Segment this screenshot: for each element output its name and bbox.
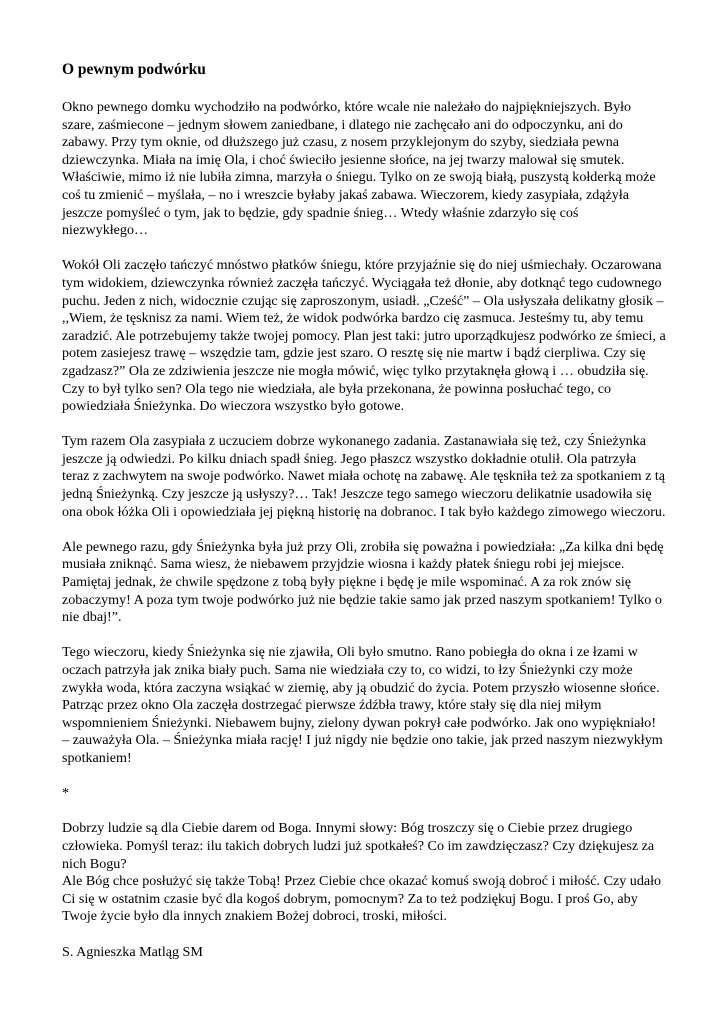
paragraph-4: Tym razem Ola zasypiała z uczuciem dobrze wykonanego zadania. Zastanawiała się też, czy Śnieżynka jeszcze ją odwiedzi. Po kilku dniach spadł śnieg. Jego płaszcz wszystko dokładnie otulił. Ola patrzyła teraz z zachwytem na swoje podwórko. Nawet miała ochotę na zabawę. Ale tęskniła też za spotkaniem z tą jedną Śnieżynką. Czy jeszcze ją usłyszy?… Tak! Jeszcze tego samego wieczoru delikatnie usadowiła się ona obok łóżka Oli i opowiedziała jej piękną historię na dobranoc. I tak było każdego zimowego wieczoru. — [62, 433, 666, 520]
author-signature: S. Agnieszka Matląg SM — [62, 943, 203, 960]
paragraph-6: Tego wieczoru, kiedy Śnieżynka się nie zjawiła, Oli było smutno. Rano pobiegła do okna i ze łzami w oczach patrzyła jak znika biały puch. Sama nie wiedziała czy to, co widzi, to łzy Śnieżynki czy może zwykła woda, która zaczyna wsiąkać w ziemię, aby ją obudzić do życia. Potem przyszło wiosenne słońce. Patrząc przez okno Ola zaczęła dostrzegać pierwsze źdźbła trawy, które stały się dla niej miłym wspomnieniem Śnieżynki. Niebawem bujny, zielony dywan pokrył całe podwórko. Jak ono wypiękniało! – zauważyła Ola. – Śnieżynka miała rację! I już nigdy nie będzie ono takie, jak przed naszym niezwykłym spotkaniem! — [62, 644, 663, 766]
paragraph-3: Czy to był tylko sen? Ola tego nie wiedziała, ale była przekonana, że powinna posłuchać tego, co powiedziała Śnieżynka. Do wieczora wszystko było gotowe. — [62, 380, 612, 415]
paragraph-8: Ale Bóg chce posłużyć się także Tobą! Przez Ciebie chce okazać komuś swoją dobroć i miłość. Czy udało Ci się w ostatnim czasie być dla kogoś dobrym, pomocnym? Za to też podziękuj Bogu. I proś Go, aby Twoje życie było dla innych znakiem Bożej dobroci, troski, miłości. — [62, 873, 662, 925]
document-title: O pewnym podwórku — [62, 61, 206, 78]
paragraph-5: Ale pewnego razu, gdy Śnieżynka była już przy Oli, zrobiła się poważna i powiedziała: „Za kilka dni będę musiała zniknąć. Sama wiesz, że niebawem przyjdzie wiosna i każdy płatek śniegu robi jej miejsce. Pamiętaj jednak, że chwile spędzone z tobą były piękne i będę je mile wspominać. A za rok znów się zobaczymy! A poza tym twoje podwórko już nie będzie takie samo jak przed naszym spotkaniem! Tylko o nie dbaj!”. — [62, 538, 664, 626]
section-separator: * — [62, 785, 70, 802]
paragraph-1: Okno pewnego domku wychodziło na podwórko, które wcale nie należało do najpiękniejszych. Było szare, zaśmiecone – jednym słowem zaniedbane, i dlatego nie zachęcało ani do odpoczynku, ani do zabawy. Przy tym oknie, od dłuższego już czasu, z nosem przyklejonym do szyby, siedziała pewna dziewczynka. Miała na imię Ola, i choć świeciło jesienne słońce, na jej twarzy malował się smutek. Właściwie, mimo iż nie lubiła zimna, marzyła o śniegu. Tylko on ze swoją białą, puszystą kołderką może coś tu zmienić – myślała, – no i wreszcie byłaby jakaś zabawa. Wieczorem, kiedy zasypiała, zdążyła jeszcze pomyśleć o tym, jak to będzie, gdy spadnie śnieg… Wtedy właśnie zdarzyło się coś niezwykłego… — [62, 99, 656, 239]
paragraph-7: Dobrzy ludzie są dla Ciebie darem od Boga. Innymi słowy: Bóg troszczy się o Ciebie przez drugiego człowieka. Pomyśl teraz: ilu takich dobrych ludzi już spotkałeś? Co im zawdzięczasz? Czy dziękujesz za nich Bogu? — [62, 820, 655, 872]
paragraph-2: Wokół Oli zaczęło tańczyć mnóstwo płatków śniegu, które przyjaźnie się do niej uśmiechały. Oczarowana tym widokiem, dziewczynka również zaczęła tańczyć. Wyciągała też dłonie, aby dotknąć tego cudownego puchu. Jeden z nich, widocznie czując się zaproszonym, usiadł. „Cześć” – Ola usłyszała delikatny głosik – ,,Wiem, że tęsknisz za nami. Wiem też, że widok podwórka bardzo cię zasmuca. Jesteśmy tu, aby temu zaradzić. Ale potrzebujemy także twojej pomocy. Plan jest taki: jutro uporządkujesz podwórko ze śmieci, a potem zasiejesz trawę – wszędzie tam, gdzie jest szaro. O resztę się nie martw i bądź cierpliwa. Czy się zgadzasz?” Ola ze zdziwienia jeszcze nie mogła mówić, więc tylko przytaknęła głową i … obudziła się. — [62, 257, 666, 379]
document-page — [62, 60, 666, 979]
